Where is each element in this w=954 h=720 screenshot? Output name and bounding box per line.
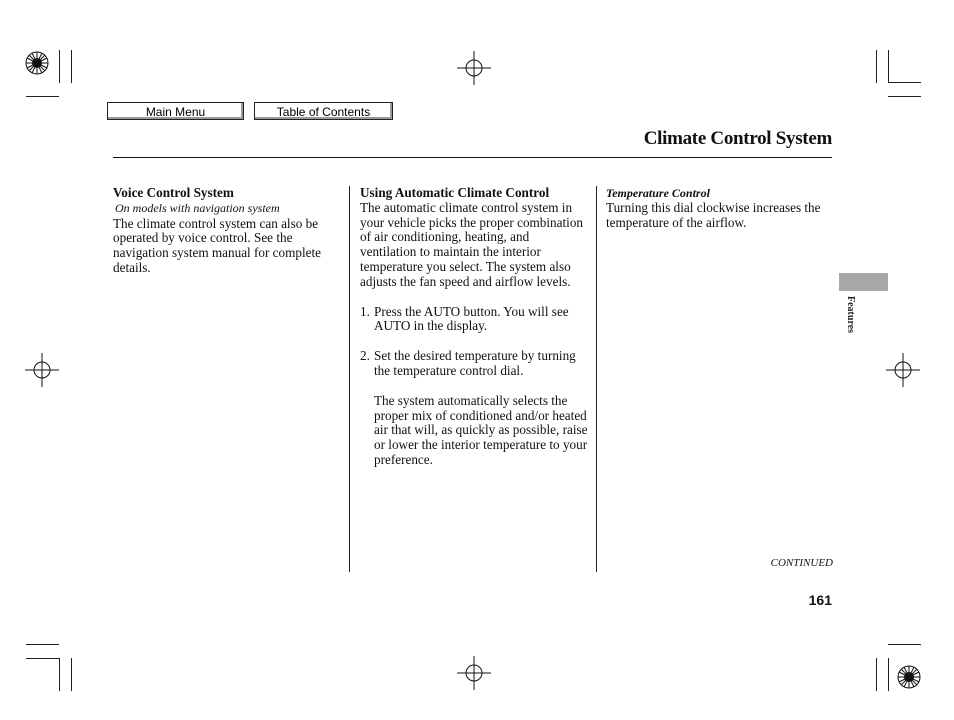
registration-target-icon — [896, 664, 922, 690]
column-divider — [596, 186, 597, 572]
list-item — [360, 305, 588, 335]
step-followup: The system automatically selects the proper mix of conditioned and/or heated air that will, as quickly as possible, raise or lower the interior temperature to your preference. — [374, 392, 588, 467]
step-number: 2. — [360, 348, 370, 364]
voice-control-section — [113, 186, 341, 276]
crosshair-mark-icon — [886, 353, 920, 387]
voice-control-note: On models with navigation system — [115, 200, 280, 215]
automatic-climate-intro: The automatic climate control system in your vehicle picks the proper combination of air conditioning, heating, and ventilation to maintain the interior temperature you select. The system also adjusts the fan speed and airflow levels. — [360, 199, 584, 289]
automatic-climate-heading: Using Automatic Climate Control — [360, 185, 550, 200]
voice-control-body: The climate control system can also be operated by voice control. See the navigation system manual for complete details. — [113, 215, 322, 275]
page-title: Climate Control System — [643, 128, 832, 149]
crosshair-mark-icon — [457, 656, 491, 690]
table-of-contents-button[interactable]: Table of Contents — [254, 102, 393, 120]
registration-target-icon — [24, 50, 50, 76]
step-text: Press the AUTO button. You will see AUTO in the display. — [374, 303, 569, 334]
step-text: Set the desired temperature by turning the temperature control dial. — [374, 348, 576, 378]
page-number: 161 — [808, 592, 832, 608]
title-divider — [113, 157, 832, 158]
column-divider — [349, 186, 350, 572]
main-menu-button[interactable]: Main Menu — [107, 102, 244, 120]
list-item — [360, 349, 588, 379]
automatic-climate-section — [360, 186, 588, 468]
crosshair-mark-icon — [457, 51, 491, 85]
step-number: 1. — [360, 303, 370, 319]
temperature-control-body: Turning this dial clockwise increases the temperature of the airflow. — [606, 199, 821, 230]
section-tab-marker — [839, 273, 888, 291]
continued-label: CONTINUED — [770, 557, 833, 569]
section-tab-label: Features — [845, 296, 856, 334]
voice-control-heading: Voice Control System — [113, 185, 234, 200]
temperature-control-section — [606, 186, 836, 230]
crosshair-mark-icon — [25, 353, 59, 387]
temperature-control-heading: Temperature Control — [606, 186, 710, 200]
